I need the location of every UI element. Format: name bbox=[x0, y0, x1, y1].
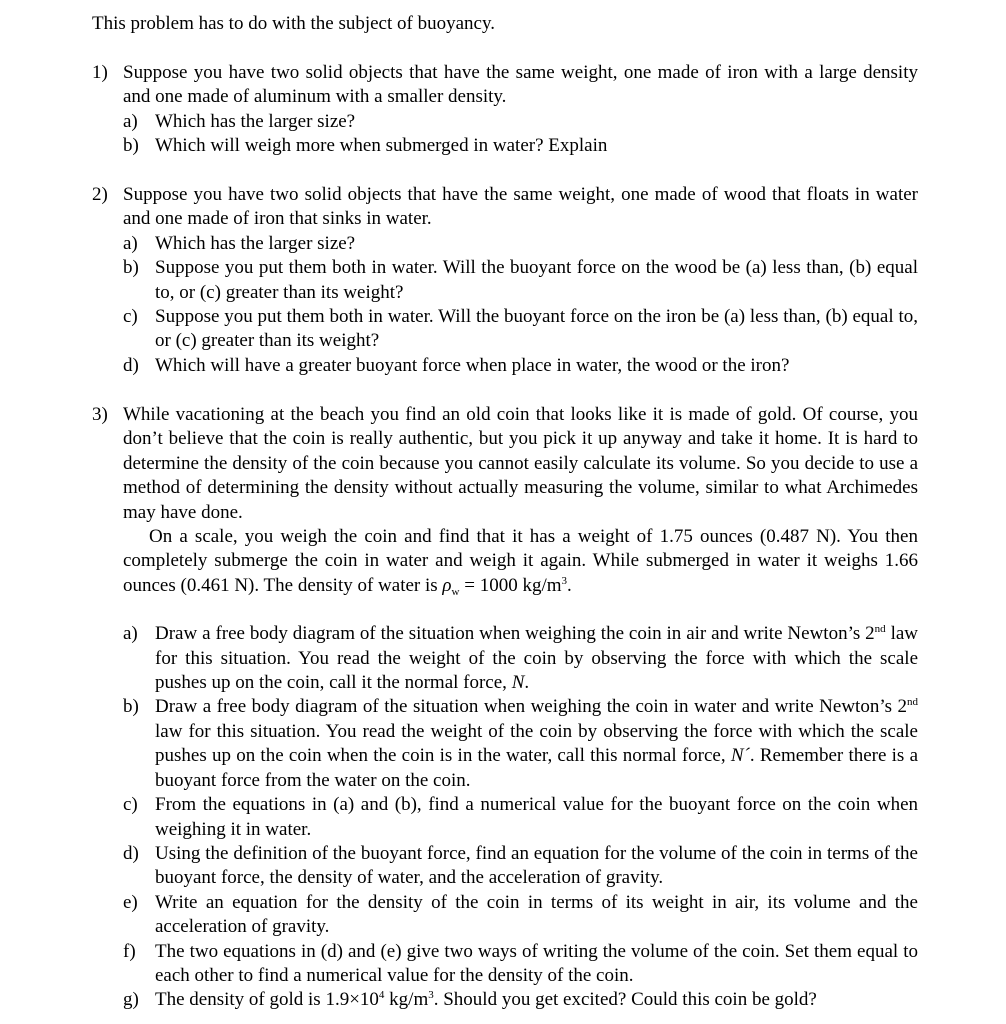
problem-statement bbox=[92, 61, 918, 110]
sub-question-label: a) bbox=[123, 623, 138, 645]
sub-question-list bbox=[92, 232, 918, 378]
sub-question bbox=[92, 134, 918, 158]
sub-question-label: f) bbox=[123, 940, 136, 962]
sub-question-text: Which has the larger size? bbox=[155, 110, 356, 132]
sub-question-label: c) bbox=[123, 306, 138, 328]
intro-text: This problem has to do with the subject of buoyancy. bbox=[92, 13, 495, 34]
sub-question-label: a) bbox=[123, 232, 138, 254]
sub-question-text: Write an equation for the density of the coin in terms of its weight in air, its volume and the acceleration of gravity. bbox=[155, 891, 918, 938]
rho-subscript: w bbox=[451, 585, 460, 598]
sub-question bbox=[92, 793, 918, 842]
sub-question-text: Which will have a greater buoyant force when place in water, the wood or the iron? bbox=[155, 354, 790, 376]
problem-statement bbox=[92, 403, 918, 598]
sub-question-label: e) bbox=[123, 891, 138, 913]
rho-symbol: ρ bbox=[442, 574, 452, 596]
sub-question bbox=[92, 256, 918, 305]
sub-question bbox=[92, 354, 918, 378]
spacer bbox=[92, 598, 918, 622]
sub-question bbox=[92, 695, 918, 793]
problem-text: Suppose you have two solid objects that have the same weight, one made of iron with a large density and one made of aluminum with a smaller density. bbox=[123, 62, 918, 108]
sub-question-text: Suppose you put them both in water. Will the buoyant force on the wood be (a) less than, (b) equal to, or (c) greater than its weight? bbox=[155, 257, 918, 303]
problem-number: 2) bbox=[92, 184, 108, 205]
sub-question-label: d) bbox=[123, 354, 139, 376]
problem-text-paragraph-2 bbox=[123, 525, 918, 598]
sub-question-text: Which will weigh more when submerged in water? Explain bbox=[155, 135, 608, 157]
sub-question bbox=[92, 232, 918, 256]
sub-question-label: b) bbox=[123, 135, 139, 157]
sub-question-label: a) bbox=[123, 110, 138, 132]
problem-2 bbox=[92, 183, 918, 378]
sub-question-text: Suppose you put them both in water. Will the buoyant force on the iron be (a) less than, (b) equal to, or (c) greater than its weight? bbox=[155, 306, 918, 352]
sub-question-text: Draw a free body diagram of the situation when weighing the coin in air and write Newton’s 2nd law for this situation. You read the weight of the coin by observing the force with which the scale pushes up on the coin, call it the normal force, N. bbox=[155, 623, 919, 694]
sub-question-list bbox=[92, 622, 918, 1013]
rho-exponent: 3 bbox=[561, 574, 568, 587]
sub-question-text: Draw a free body diagram of the situation when weighing the coin in water and write Newton’s 2nd law for this situation. You read the weight of the coin by observing the force with which the scale pushes up on the coin when the coin is in the water, call this normal force, N´. Remember there is a buoyant force from the water on the coin. bbox=[155, 696, 918, 791]
measurement-text: On a scale, you weigh the coin and find that it has a weight of 1.75 ounces (0.487 N). You then completely submerge the coin in water and weigh it again. While submerged in water it weighs 1.66 ounces (0.461 N). The density of water is bbox=[123, 526, 918, 596]
sub-question-text: Which has the larger size? bbox=[155, 232, 356, 254]
sub-question bbox=[92, 988, 918, 1012]
sub-question-label: b) bbox=[123, 696, 139, 718]
sub-question bbox=[92, 842, 918, 891]
sub-question-label: g) bbox=[123, 989, 139, 1011]
sub-question-label: c) bbox=[123, 794, 138, 816]
problem-3 bbox=[92, 403, 918, 1013]
problem-number: 3) bbox=[92, 404, 108, 425]
problem-statement bbox=[92, 183, 918, 232]
sub-question bbox=[92, 110, 918, 134]
sub-question bbox=[92, 891, 918, 940]
rho-end: . bbox=[567, 574, 572, 596]
sub-question-text: The two equations in (d) and (e) give two ways of writing the volume of the coin. Set them equal to each other to find a numerical value for the density of the coin. bbox=[155, 940, 918, 986]
sub-question-text: From the equations in (a) and (b), find a numerical value for the buoyant force on the coin when weighing it in water. bbox=[155, 794, 918, 840]
problem-text: Suppose you have two solid objects that have the same weight, one made of wood that floats in water and one made of iron that sinks in water. bbox=[123, 184, 918, 230]
problem-1 bbox=[92, 61, 918, 159]
rho-value: = 1000 kg/m bbox=[459, 574, 562, 596]
sub-question bbox=[92, 305, 918, 354]
sub-question-label: d) bbox=[123, 842, 139, 864]
sub-question-text: The density of gold is $1.9\times 10^4$ $kg/m^3$. Should you get excited? Could this coin be gold? bbox=[155, 989, 817, 1011]
problem-number: 1) bbox=[92, 62, 108, 83]
problem-text: While vacationing at the beach you find an old coin that looks like it is made of gold. Of course, you don’t believe that the coin is really authentic, but you pick it up anyway and take it home. It is hard to determine the density of the coin because you cannot easily calculate its volume. So you decide to use a method of determining the density without actually measuring the volume, similar to what Archimedes may have done. bbox=[123, 404, 918, 523]
sub-question bbox=[92, 940, 918, 989]
sub-question-text: Using the definition of the buoyant force, find an equation for the volume of the coin in terms of the buoyant force, the density of water, and the acceleration of gravity. bbox=[155, 842, 918, 889]
sub-question bbox=[92, 622, 918, 695]
sub-question-label: b) bbox=[123, 257, 139, 279]
sub-question-list bbox=[92, 110, 918, 159]
